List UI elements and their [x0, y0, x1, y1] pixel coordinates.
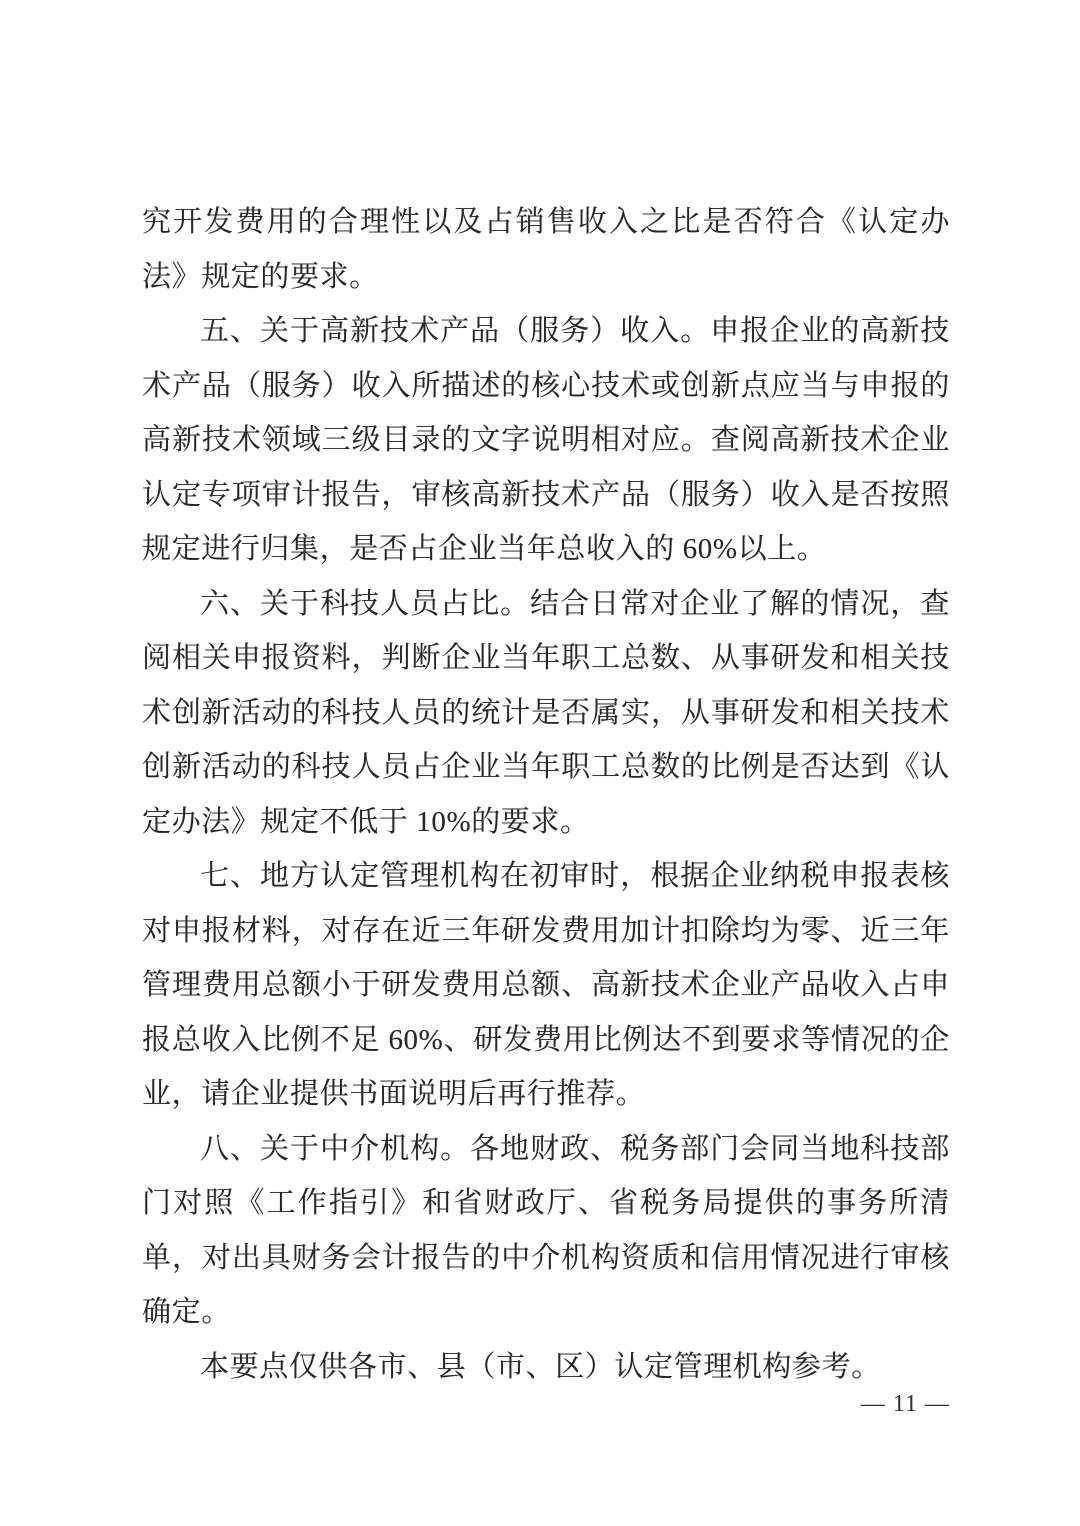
paragraph-item-7: 七、地方认定管理机构在初审时，根据企业纳税申报表核对申报材料，对存在近三年研发费用加计扣除均为零、近三年管理费用总额小于研发费用总额、高新技术企业产品收入占申报总收入比例不足 60%、研发费用比例达不到要求等情况的企业，请企业提供书面说明后再行推荐。 — [142, 860, 950, 1110]
paragraph-continuation: 究开发费用的合理性以及占销售收入之比是否符合《认定办法》规定的要求。 — [142, 206, 950, 293]
paragraph-item-6: 六、关于科技人员占比。结合日常对企业了解的情况，查阅相关申报资料，判断企业当年职工总数、从事研发和相关技术创新活动的科技人员的统计是否属实，从事研发和相关技术创新活动的科技人员占企业当年职工总数的比例是否达到《认定办法》规定不低于 10%的要求。 — [142, 587, 950, 838]
paragraph-item-8: 八、关于中介机构。各地财政、税务部门会同当地科技部门对照《工作指引》和省财政厅、省税务局提供的事务所清单，对出具财务会计报告的中介机构资质和信用情况进行审核确定。 — [142, 1132, 950, 1328]
paragraph-closing-note: 本要点仅供各市、县（市、区）认定管理机构参考。 — [200, 1350, 881, 1383]
document-text-block — [142, 195, 950, 1394]
page-number: — 11 — — [860, 1391, 950, 1417]
paragraph-item-5: 五、关于高新技术产品（服务）收入。申报企业的高新技术产品（服务）收入所描述的核心技术或创新点应当与申报的高新技术领域三级目录的文字说明相对应。查阅高新技术企业认定专项审计报告，审核高新技术产品（服务）收入是否按照规定进行归集，是否占企业当年总收入的 60%以上。 — [142, 315, 950, 565]
